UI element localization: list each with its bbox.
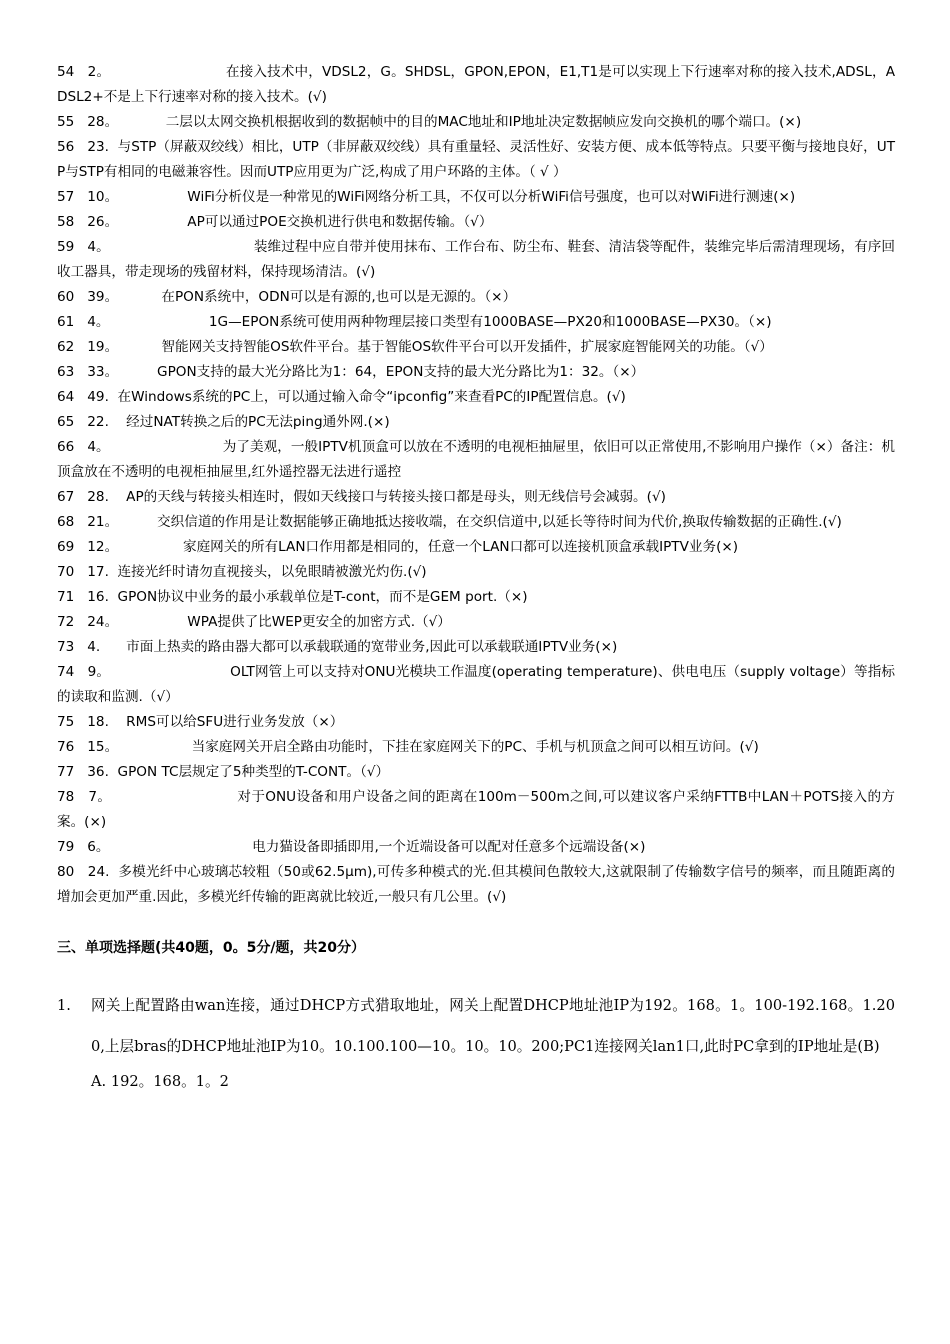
item-number: 59 — [57, 239, 75, 255]
item-number: 67 — [57, 489, 75, 505]
question-text: 网关上配置路由wan连接，通过DHCP方式猎取地址，网关上配置DHCP地址池IP为192。168。1。100-192.168。1.200,上层bras的DHCP地址池IP为10。10.100.100—10。10。10。200;PC1连接网关lan1口,此时PC拿到的IP地址是(B) — [91, 997, 895, 1055]
item-number: 66 — [57, 439, 75, 455]
item-number: 69 — [57, 539, 75, 555]
item-text: 16. GPON协议中业务的最小承载单位是T-cont，而不是GEM port.（×) — [87, 589, 528, 605]
document-page — [57, 60, 895, 1097]
item-text: 4。 1G—EPON系统可使用两种物理层接口类型有1000BASE—PX20和1000BASE—PX30。（×) — [87, 314, 772, 330]
item-number: 63 — [57, 364, 75, 380]
list-item — [57, 510, 895, 535]
item-number: 65 — [57, 414, 75, 430]
item-text: 28。 二层以太网交换机根据收到的数据帧中的目的MAC地址和IP地址决定数据帧应发向交换机的哪个端口。(×) — [87, 114, 802, 130]
list-item — [57, 60, 895, 110]
item-number: 68 — [57, 514, 75, 530]
item-number: 58 — [57, 214, 75, 230]
item-text: 23. 与STP（屏蔽双绞线）相比，UTP（非屏蔽双绞线）具有重量轻、灵活性好、安装方便、成本低等特点。只要平衡与接地良好，UTP与STP有相同的电磁兼容性。因而UTP应用更为广泛,构成了用户环路的主体。（ √ ） — [57, 139, 896, 180]
list-item — [57, 760, 895, 785]
item-number: 73 — [57, 639, 75, 655]
item-number: 61 — [57, 314, 75, 330]
section-heading: 三、单项选择题(共40题，0。5分/题，共20分） — [57, 940, 365, 956]
list-item — [57, 385, 895, 410]
list-item — [57, 135, 895, 185]
item-number: 77 — [57, 764, 75, 780]
item-text: 26。 AP可以通过POE交换机进行供电和数据传输。（√） — [87, 214, 493, 230]
list-item — [57, 535, 895, 560]
item-text: 22. 经过NAT转换之后的PC无法ping通外网.(×) — [87, 414, 390, 430]
item-number: 79 — [57, 839, 75, 855]
list-item — [57, 435, 895, 485]
item-text: 15。 当家庭网关开启全路由功能时，下挂在家庭网关下的PC、手机与机顶盒之间可以相互访问。(√) — [87, 739, 759, 755]
item-number: 57 — [57, 189, 75, 205]
list-item — [57, 560, 895, 585]
list-item — [57, 785, 895, 835]
true-false-list — [57, 60, 895, 910]
item-number: 76 — [57, 739, 75, 755]
option-a: A. 192。168。1。2 — [91, 1073, 229, 1090]
list-item — [57, 635, 895, 660]
item-text: 4。 装维过程中应自带并使用抹布、工作台布、防尘布、鞋套、清洁袋等配件，装维完毕后需清理现场，有序回收工器具，带走现场的残留材料，保持现场清洁。(√) — [57, 239, 895, 280]
item-number: 62 — [57, 339, 75, 355]
item-text: 24. 多模光纤中心玻璃芯较粗（50或62.5μm),可传多种模式的光.但其模间色散较大,这就限制了传输数字信号的频率，而且随距离的增加会更加严重.因此，多模光纤传输的距离就比较近,一般只有几公里。(√) — [57, 864, 895, 905]
item-text: 18. RMS可以给SFU进行业务发放（×） — [87, 714, 344, 730]
item-text: 21。 交织信道的作用是让数据能够正确地抵达接收端，在交织信道中,以延长等待时间为代价,换取传输数据的正确性.(√) — [87, 514, 842, 530]
list-item — [57, 235, 895, 285]
item-number: 60 — [57, 289, 75, 305]
item-text: 24。 WPA提供了比WEP更安全的加密方式.（√） — [87, 614, 451, 630]
item-text: 17. 连接光纤时请勿直视接头，以免眼睛被激光灼伤.(√) — [87, 564, 427, 580]
item-text: 19。 智能网关支持智能OS软件平台。基于智能OS软件平台可以开发插件，扩展家庭智能网关的功能。（√） — [87, 339, 773, 355]
list-item — [57, 335, 895, 360]
item-text: 9。 OLT网管上可以支持对ONU光模块工作温度(operating temperature)、供电电压（supply voltage）等指标的读取和监测.（√） — [57, 664, 895, 705]
list-item — [57, 735, 895, 760]
item-number: 74 — [57, 664, 75, 680]
list-item — [57, 185, 895, 210]
list-item — [57, 585, 895, 610]
list-item — [57, 860, 895, 910]
list-item — [57, 360, 895, 385]
item-number: 70 — [57, 564, 75, 580]
item-number: 71 — [57, 589, 75, 605]
item-text: 39。 在PON系统中，ODN可以是有源的,也可以是无源的。（×） — [87, 289, 517, 305]
list-item — [57, 660, 895, 710]
list-item — [57, 410, 895, 435]
item-number: 78 — [57, 789, 75, 805]
item-text: 36. GPON TC层规定了5种类型的T-CONT。（√） — [87, 764, 390, 780]
list-item — [57, 835, 895, 860]
question-1 — [57, 985, 895, 1067]
item-number: 55 — [57, 114, 75, 130]
list-item — [57, 110, 895, 135]
item-text: 12。 家庭网关的所有LAN口作用都是相同的，任意一个LAN口都可以连接机顶盒承载IPTV业务(×) — [87, 539, 739, 555]
item-text: 7。 对于ONU设备和用户设备之间的距离在100m－500m之间,可以建议客户采纳FTTB中LAN＋POTS接入的方案。(×) — [57, 789, 895, 830]
item-number: 80 — [57, 864, 75, 880]
item-text: 28. AP的天线与转接头相连时，假如天线接口与转接头接口都是母头，则无线信号会减弱。(√) — [87, 489, 666, 505]
list-item — [57, 210, 895, 235]
list-item — [57, 310, 895, 335]
list-item — [57, 710, 895, 735]
item-text: 4。 为了美观，一般IPTV机顶盒可以放在不透明的电视柜抽屉里，依旧可以正常使用,不影响用户操作（×）备注：机顶盒放在不透明的电视柜抽屉里,红外遥控器无法进行遥控 — [57, 439, 896, 480]
item-text: 2。 在接入技术中，VDSL2，G。SHDSL，GPON,EPON，E1,T1是可以实现上下行速率对称的接入技术,ADSL，ADSL2+不是上下行速率对称的接入技术。(√) — [57, 64, 896, 105]
item-number: 56 — [57, 139, 75, 155]
list-item — [57, 610, 895, 635]
item-text: 49. 在Windows系统的PC上，可以通过输入命令“ipconfig”来查看PC的IP配置信息。(√) — [87, 389, 626, 405]
item-text: 33。 GPON支持的最大光分路比为1：64，EPON支持的最大光分路比为1：32。（×） — [87, 364, 645, 380]
item-text: 10。 WiFi分析仪是一种常见的WiFi网络分析工具，不仅可以分析WiFi信号强度，也可以对WiFi进行测速(×) — [87, 189, 796, 205]
item-text: 6。 电力猫设备即插即用,一个近端设备可以配对任意多个远端设备(×) — [87, 839, 646, 855]
item-number: 75 — [57, 714, 75, 730]
list-item — [57, 285, 895, 310]
item-number: 64 — [57, 389, 75, 405]
item-text: 4. 市面上热卖的路由器大都可以承载联通的宽带业务,因此可以承载联通IPTV业务(×) — [87, 639, 618, 655]
item-number: 54 — [57, 64, 75, 80]
list-item — [57, 485, 895, 510]
question-number: 1. — [57, 997, 71, 1014]
item-number: 72 — [57, 614, 75, 630]
